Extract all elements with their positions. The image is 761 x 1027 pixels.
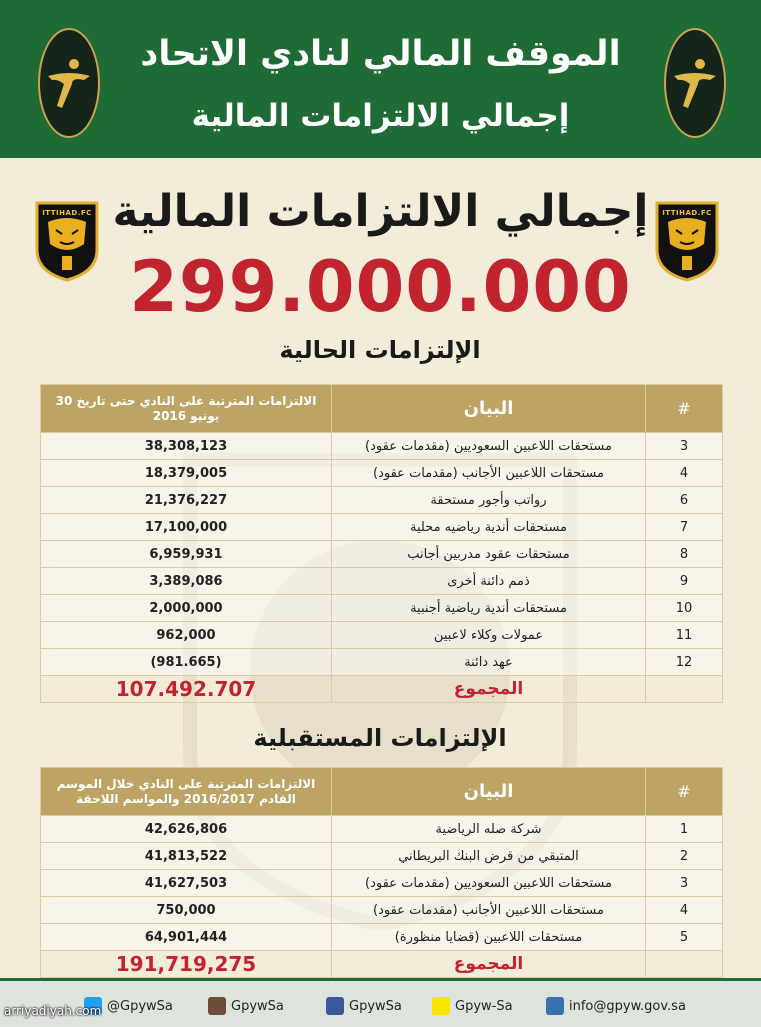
email-link[interactable] (546, 997, 686, 1015)
row-desc: مستحقات عقود مدربين أجانب (332, 541, 646, 568)
footer-bar (0, 978, 761, 1027)
gpyw-logo (664, 28, 726, 138)
row-desc: عهد دائنة (332, 649, 646, 676)
row-value: 41,627,503 (41, 870, 332, 897)
table-row (41, 487, 723, 514)
row-num: 2 (646, 843, 723, 870)
row-desc: ذمم دائنة أخرى (332, 568, 646, 595)
table-row (41, 460, 723, 487)
row-desc: مستحقات اللاعبين السعوديين (مقدمات عقود) (332, 433, 646, 460)
table-row (41, 870, 723, 897)
row-num: 4 (646, 460, 723, 487)
summary-title: إجمالي الالتزامات المالية (112, 186, 649, 237)
ittihad-badge (34, 200, 100, 282)
row-value: 750,000 (41, 897, 332, 924)
snapchat-handle: Gpyw-Sa (455, 998, 513, 1014)
row-value: 38,308,123 (41, 433, 332, 460)
table-row (41, 568, 723, 595)
email-icon (546, 997, 564, 1015)
row-value: 2,000,000 (41, 595, 332, 622)
twitter-handle: @GpywSa (107, 998, 173, 1014)
row-num: 10 (646, 595, 723, 622)
row-desc: شركة صله الرياضية (332, 816, 646, 843)
email-address: info@gpyw.gov.sa (569, 998, 686, 1014)
badge-text: ITTIHAD.FC (662, 209, 712, 217)
row-num: 6 (646, 487, 723, 514)
total-num (646, 951, 723, 978)
table-row (41, 924, 723, 951)
row-num: 8 (646, 541, 723, 568)
future-table (40, 767, 723, 978)
current-section-title: الإلتزامات الحالية (279, 336, 481, 364)
column-header-num: # (646, 385, 723, 433)
row-desc: مستحقات أندية رياضية أجنبية (332, 595, 646, 622)
row-desc: مستحقات اللاعبين الأجانب (مقدمات عقود) (332, 460, 646, 487)
table-row (41, 649, 723, 676)
column-header-num: # (646, 768, 723, 816)
row-num: 1 (646, 816, 723, 843)
header-banner (0, 0, 761, 158)
row-value: 41,813,522 (41, 843, 332, 870)
total-row (41, 951, 723, 978)
table-row (41, 541, 723, 568)
row-num: 3 (646, 433, 723, 460)
total-value: 191,719,275 (41, 951, 332, 978)
facebook-link[interactable] (326, 997, 402, 1015)
row-num: 11 (646, 622, 723, 649)
instagram-handle: GpywSa (231, 998, 284, 1014)
header-subtitle: إجمالي الالتزامات المالية (191, 98, 570, 134)
ittihad-badge (654, 200, 720, 282)
runner-icon (670, 56, 720, 112)
total-num (646, 676, 723, 703)
table-row (41, 897, 723, 924)
row-desc: رواتب وأجور مستحقة (332, 487, 646, 514)
row-desc: مستحقات اللاعبين السعوديين (مقدمات عقود) (332, 870, 646, 897)
facebook-handle: GpywSa (349, 998, 402, 1014)
snapchat-link[interactable] (432, 997, 513, 1015)
row-value: 6,959,931 (41, 541, 332, 568)
row-desc: مستحقات أندية رياضيه محلية (332, 514, 646, 541)
total-label: المجموع (332, 951, 646, 978)
row-value: 18,379,005 (41, 460, 332, 487)
table-header-row (41, 385, 723, 433)
table-row (41, 622, 723, 649)
row-num: 9 (646, 568, 723, 595)
column-header-value: الالتزامات المترتبة على النادي خلال الموسم القادم 2016/2017 والمواسم اللاحقة (41, 768, 332, 816)
column-header-value: الالتزامات المترتبة على النادي حتى تاريخ 30 يونيو 2016 (41, 385, 332, 433)
row-value: 64,901,444 (41, 924, 332, 951)
current-table (40, 384, 723, 703)
header-title: الموقف المالي لنادي الاتحاد (140, 34, 621, 74)
column-header-desc: البيان (332, 385, 646, 433)
table-row (41, 816, 723, 843)
column-header-desc: البيان (332, 768, 646, 816)
total-value: 107.492.707 (41, 676, 332, 703)
row-desc: المتبقي من قرض البنك البريطاني (332, 843, 646, 870)
instagram-icon (208, 997, 226, 1015)
row-num: 3 (646, 870, 723, 897)
table-row (41, 514, 723, 541)
facebook-icon (326, 997, 344, 1015)
row-value: 3,389,086 (41, 568, 332, 595)
instagram-link[interactable] (208, 997, 284, 1015)
total-label: المجموع (332, 676, 646, 703)
row-desc: عمولات وكلاء لاعبين (332, 622, 646, 649)
row-num: 7 (646, 514, 723, 541)
table-row (41, 595, 723, 622)
summary-total: 299.000.000 (129, 246, 632, 328)
badge-text: ITTIHAD.FC (42, 209, 92, 217)
row-value: 42,626,806 (41, 816, 332, 843)
row-num: 12 (646, 649, 723, 676)
row-num: 5 (646, 924, 723, 951)
row-value: 962,000 (41, 622, 332, 649)
table-row (41, 843, 723, 870)
total-row (41, 676, 723, 703)
site-watermark: arriyadiyah.com (4, 1004, 102, 1018)
row-num: 4 (646, 897, 723, 924)
row-desc: مستحقات اللاعبين الأجانب (مقدمات عقود) (332, 897, 646, 924)
row-value: 17,100,000 (41, 514, 332, 541)
row-desc: مستحقات اللاعبين (قضايا منظورة) (332, 924, 646, 951)
snapchat-icon (432, 997, 450, 1015)
gpyw-logo (38, 28, 100, 138)
table-header-row (41, 768, 723, 816)
row-value: 21,376,227 (41, 487, 332, 514)
future-section-title: الإلتزامات المستقبلية (253, 724, 507, 752)
table-row (41, 433, 723, 460)
runner-icon (44, 56, 94, 112)
row-value: (981.665) (41, 649, 332, 676)
